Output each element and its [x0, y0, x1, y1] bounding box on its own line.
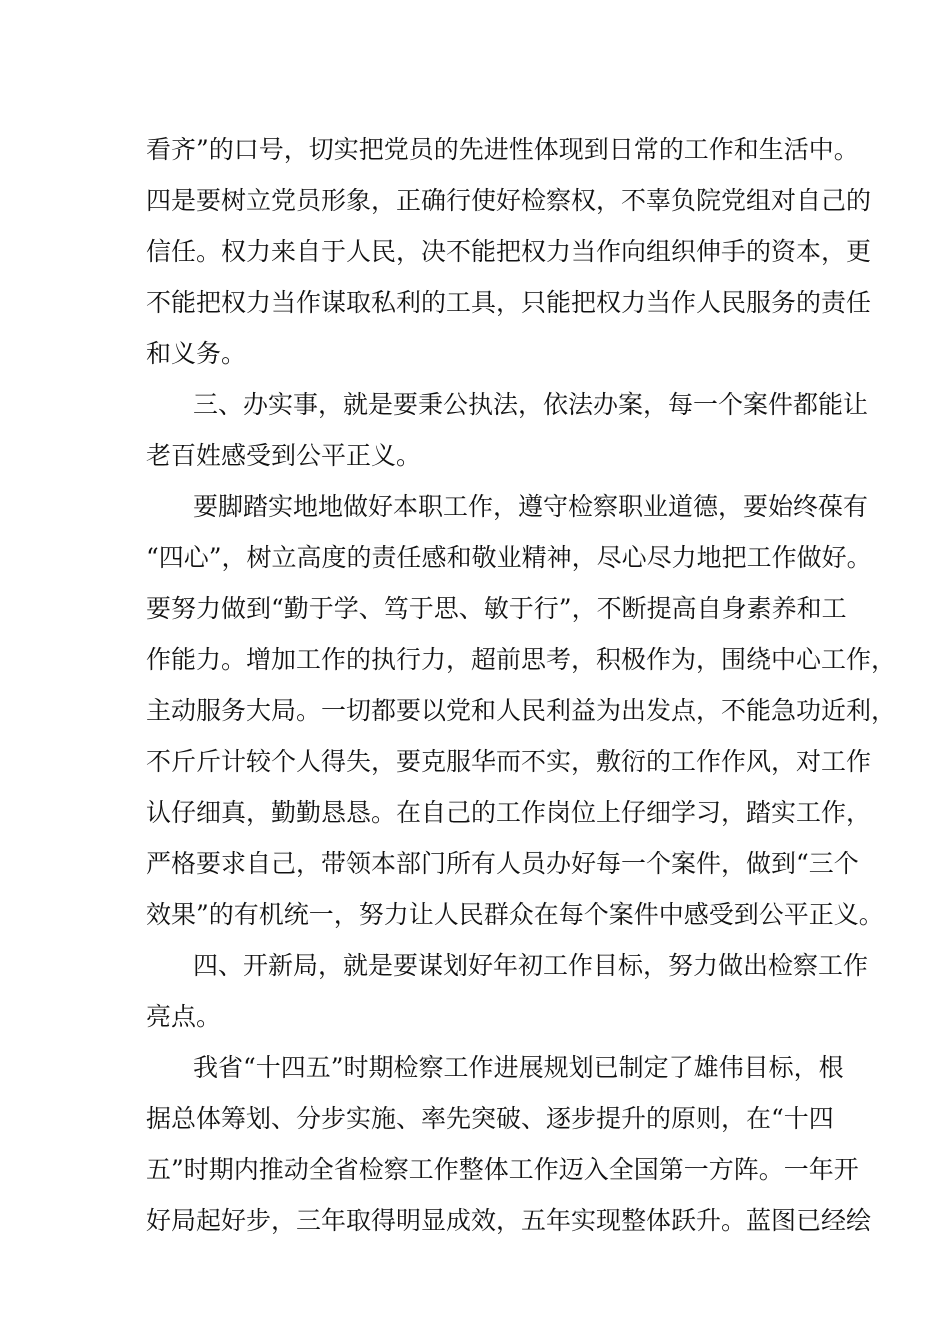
- text-line: 作能力。增加工作的执行力，超前思考，积极作为，围绕中心工作，: [146, 645, 897, 674]
- text-line: 严格要求自己，带领本部门所有人员办好每一个案件，做到“三个: [146, 849, 859, 878]
- text-line: 要脚踏实地地做好本职工作，遵守检察职业道德，要始终葆有: [193, 492, 869, 521]
- section-heading-line: 亮点。: [146, 1002, 222, 1031]
- text-line: 不斤斤计较个人得失，要克服华而不实，敷衍的工作作风，对工作: [146, 747, 872, 776]
- text-line: “四心”，树立高度的责任感和敬业精神，尽心尽力地把工作做好。: [146, 543, 872, 572]
- text-line: 我省“十四五”时期检察工作进展规划已制定了雄伟目标，根: [193, 1053, 844, 1082]
- text-line: 效果”的有机统一，努力让人民群众在每个案件中感受到公平正义。: [146, 900, 884, 929]
- text-line: 认仔细真，勤勤恳恳。在自己的工作岗位上仔细学习，踏实工作，: [146, 798, 872, 827]
- section-heading-line: 老百姓感受到公平正义。: [146, 441, 422, 470]
- text-line: 五”时期内推动全省检察工作整体工作迈入全国第一方阵。一年开: [146, 1155, 859, 1184]
- text-line: 主动服务大局。一切都要以党和人民利益为出发点，不能急功近利，: [146, 696, 897, 725]
- text-line: 信任。权力来自于人民，决不能把权力当作向组织伸手的资本，更: [146, 237, 872, 266]
- text-line: 和义务。: [146, 339, 247, 368]
- text-line: 看齐”的口号，切实把党员的先进性体现到日常的工作和生活中。: [146, 135, 859, 164]
- text-line: 要努力做到“勤于学、笃于思、敏于行”，不断提高自身素养和工: [146, 594, 847, 623]
- text-line: 好局起好步，三年取得明显成效，五年实现整体跃升。蓝图已经绘: [146, 1206, 872, 1235]
- text-line: 不能把权力当作谋取私利的工具，只能把权力当作人民服务的责任: [146, 288, 872, 317]
- section-heading-line: 三、办实事，就是要秉公执法，依法办案，每一个案件都能让: [193, 390, 869, 419]
- text-line: 据总体筹划、分步实施、率先突破、逐步提升的原则，在“十四: [146, 1104, 834, 1133]
- text-line: 四是要树立党员形象，正确行使好检察权，不辜负院党组对自己的: [146, 186, 872, 215]
- section-heading-line: 四、开新局，就是要谋划好年初工作目标，努力做出检察工作: [193, 951, 869, 980]
